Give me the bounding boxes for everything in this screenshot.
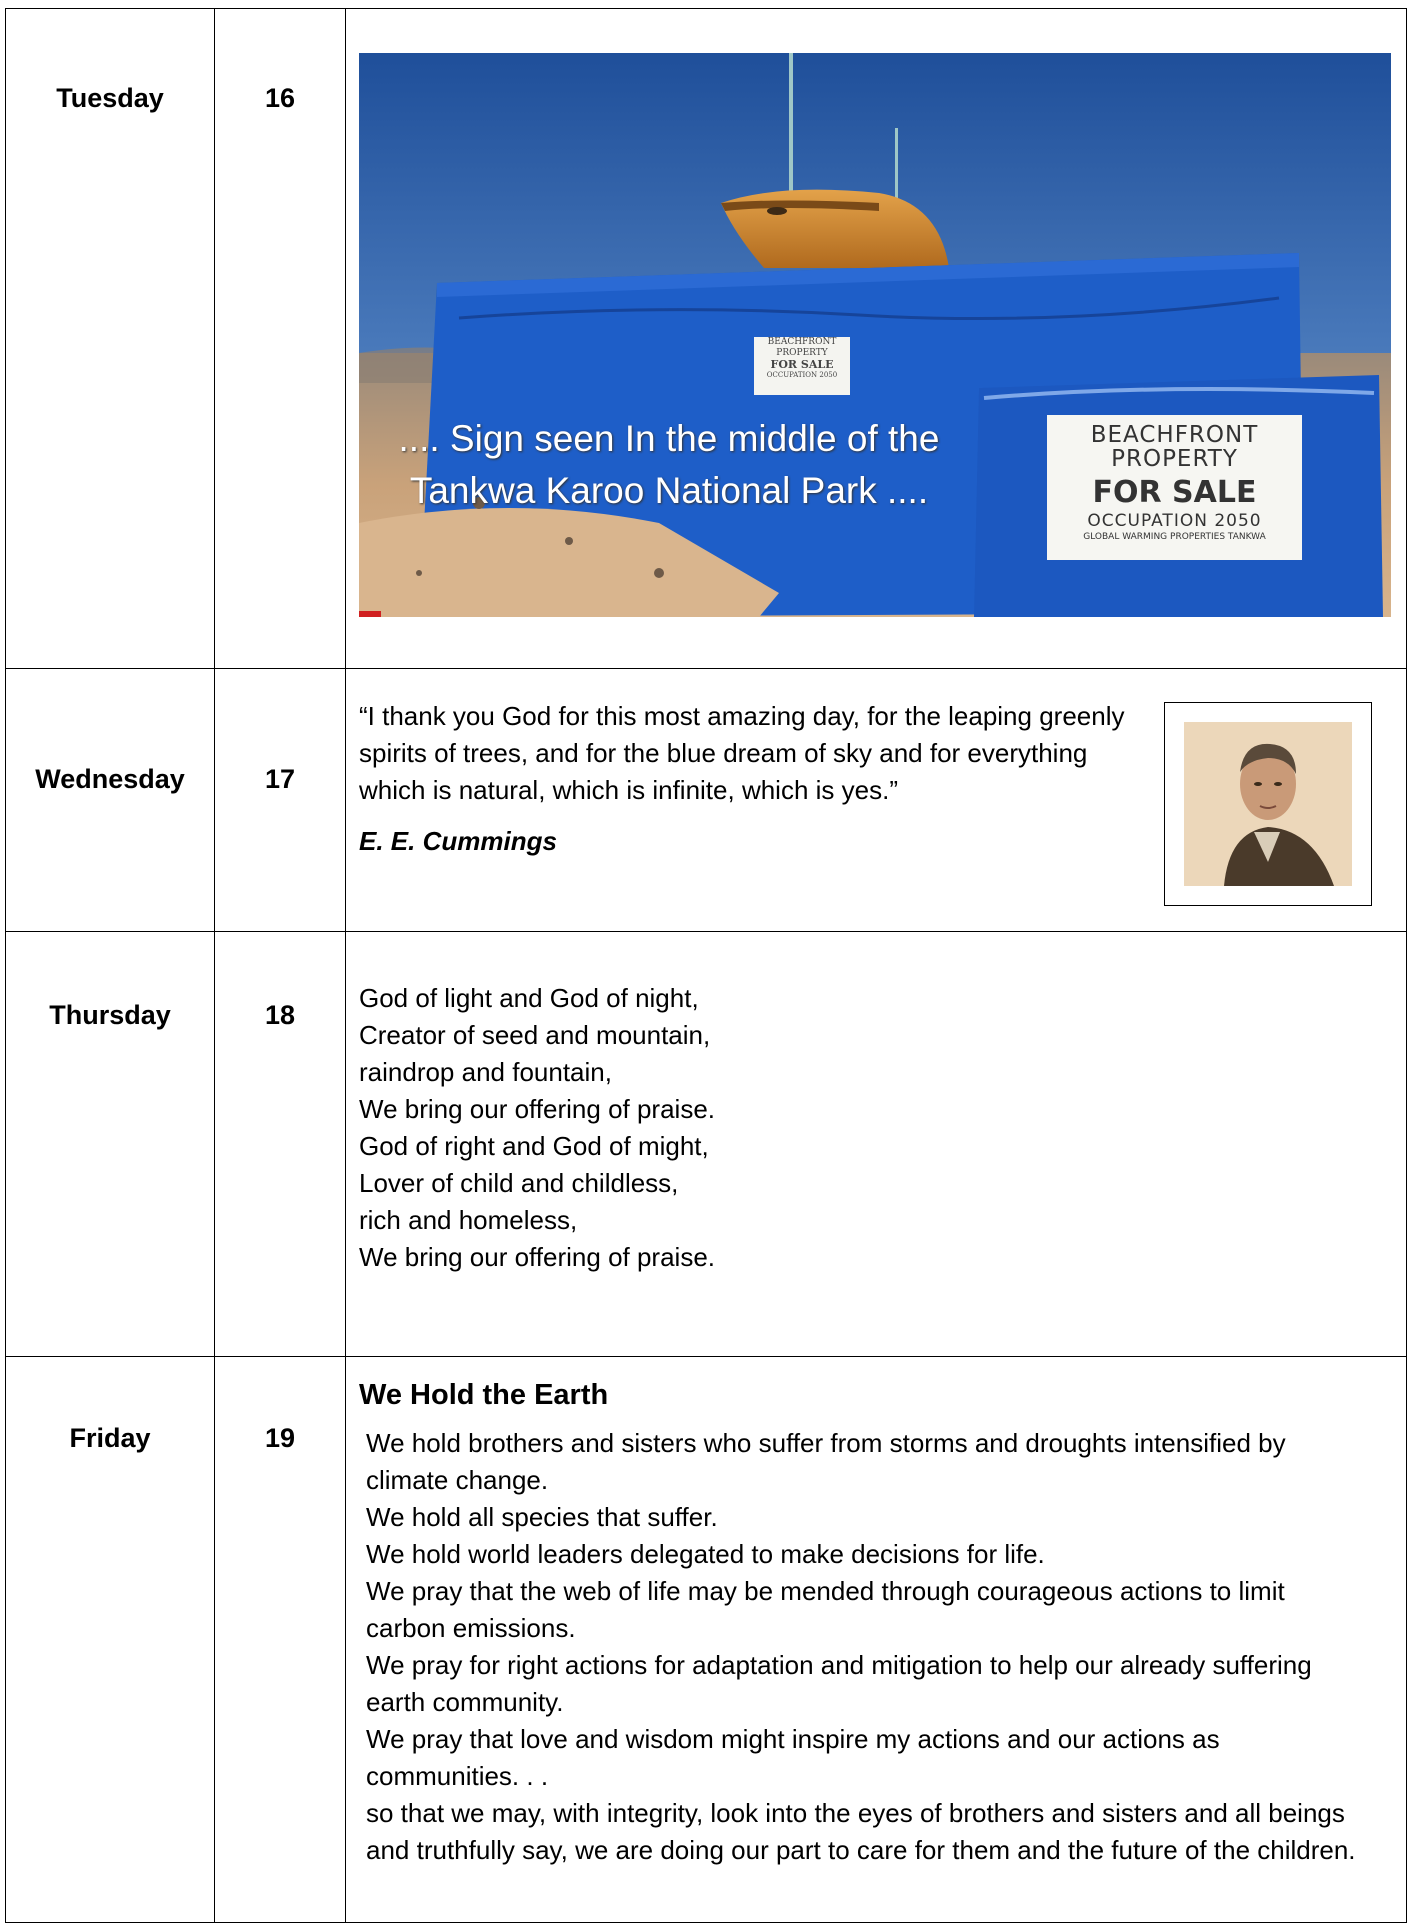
beachfront-sign-photo [359,53,1391,617]
date-cell: 18 [215,932,346,1357]
sign-line-1: BEACHFRONT [1090,422,1259,448]
content-cell [346,669,1407,932]
caption-line-2: Tankwa Karoo National Park .... [409,470,929,511]
small-sign-line: FOR SALE [770,358,834,371]
small-sale-sign [754,337,850,395]
small-sign-line: PROPERTY [776,348,828,358]
quote-author: E. E. Cummings [359,826,557,856]
quote-block [346,669,1406,860]
day-cell: Friday [6,1357,215,1923]
large-sale-sign [1047,415,1302,560]
small-sign-line: OCCUPATION 2050 [766,371,838,379]
sign-line-3: FOR SALE [1092,475,1257,510]
poem-line: We bring our offering of praise. [359,1242,716,1272]
prayer-title: We Hold the Earth [359,1379,609,1411]
prayer-line: We hold world leaders delegated to make decisions for life. [366,1539,1045,1569]
prayer-line: We hold all species that suffer. [366,1502,718,1532]
poem [346,932,1406,1276]
table-row [6,669,1407,932]
date-cell: 19 [215,1357,346,1923]
prayer-line: We pray that love and wisdom might inspire my actions and our actions as communities. . . [366,1724,1220,1791]
prayer-line: We hold brothers and sisters who suffer from storms and droughts intensified by climate change. [366,1428,1286,1495]
small-sign-line: BEACHFRONT [767,337,837,347]
sign-line-5: GLOBAL WARMING PROPERTIES TANKWA [1083,532,1266,542]
poem-line: Creator of seed and mountain, [359,1020,711,1050]
sign-line-2: PROPERTY [1111,446,1238,472]
portrait-frame [1164,702,1372,906]
day-cell: Tuesday [6,9,215,669]
poem-line: We bring our offering of praise. [359,1094,716,1124]
poem-line: Lover of child and childless, [359,1168,679,1198]
content-cell [346,1357,1407,1923]
prayer-line: We pray that the web of life may be mended through courageous actions to limit carbon emissions. [366,1576,1285,1643]
day-cell: Thursday [6,932,215,1357]
prayer-line: so that we may, with integrity, look into the eyes of brothers and sisters and all beings and truthfully say, we are doing our part to care for them and the future of the children. [366,1798,1356,1865]
date-cell: 16 [215,9,346,669]
poem-line: God of right and God of might, [359,1131,709,1161]
photo-caption [389,413,949,517]
prayer-line: We pray for right actions for adaptation and mitigation to help our already suffering earth community. [366,1650,1312,1717]
table-row [6,1357,1407,1923]
day-cell: Wednesday [6,669,215,932]
quote-text: “I thank you God for this most amazing day, for the leaping greenly spirits of trees, and for the blue dream of sky and for everything which is natural, which is infinite, which is yes.” [359,701,1125,805]
poem-line: God of light and God of night, [359,983,699,1013]
caption-line-1: .... Sign seen In the middle of the [398,418,940,459]
content-cell [346,932,1407,1357]
table-row [6,9,1407,669]
prayer-text [346,1415,1406,1869]
table-row [6,932,1407,1357]
content-cell [346,9,1407,669]
calendar-table [5,8,1407,1923]
date-cell: 17 [215,669,346,932]
poem-line: raindrop and fountain, [359,1057,612,1087]
sign-line-4: OCCUPATION 2050 [1087,511,1262,531]
author-portrait-image [1184,722,1352,886]
poem-line: rich and homeless, [359,1205,578,1235]
